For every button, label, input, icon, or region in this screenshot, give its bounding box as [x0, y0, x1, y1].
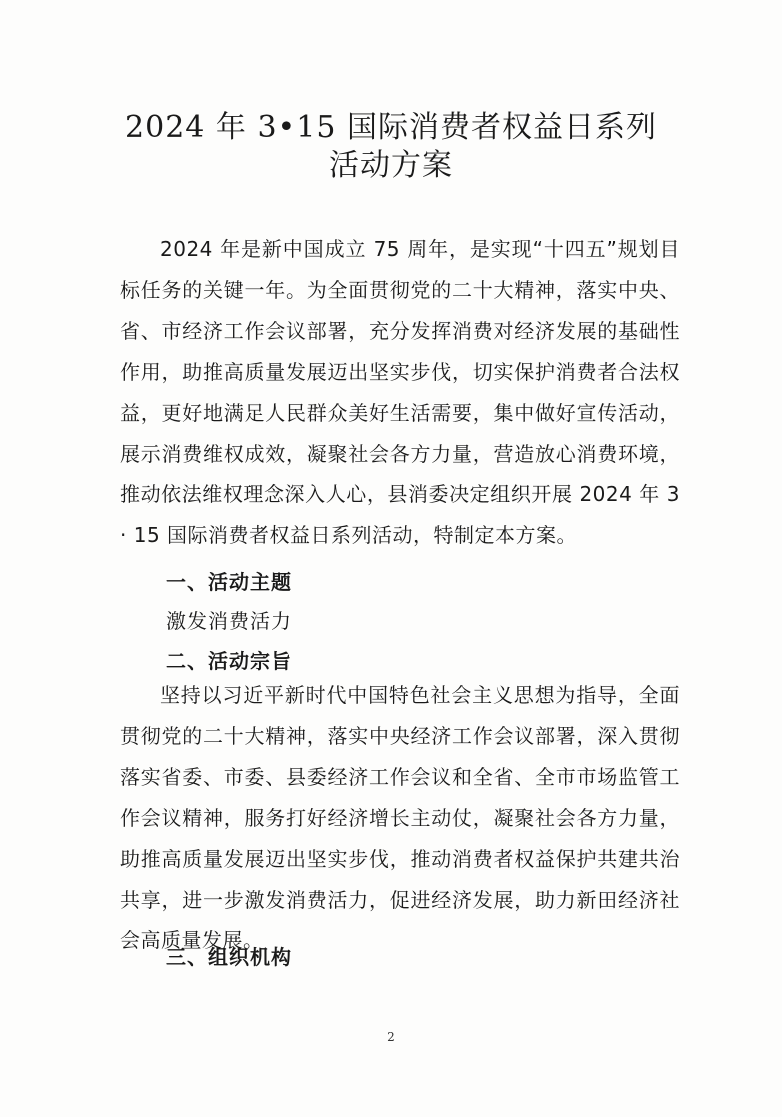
document-title-line2: 活动方案 [329, 148, 453, 183]
page-number: 2 [387, 1030, 395, 1044]
section-heading-organization: 三、组织机构 [166, 945, 292, 969]
theme-text: 激发消费活力 [166, 609, 292, 633]
intro-paragraph: 2024 年是新中国成立 75 周年，是实现“十四五”规划目标任务的关键一年。为全面贯彻党的二十大精神，落实中央、省、市经济工作会议部署，充分发挥消费对经济发展的基础性作用，助推高质量发展迈出坚实步伐，切实保护消费者合法权益，更好地满足人民群众美好生活需要，集中做好宣传活动，展示消费维权成效，凝聚社会各方力量，营造放心消费环境，推动依法维权理念深入人心，县消委决定组织开展 2024 年 3 · 15 国际消费者权益日系列活动，特制定本方案。 [120, 237, 680, 548]
section-heading-theme: 一、活动主题 [166, 570, 292, 594]
purpose-paragraph: 坚持以习近平新时代中国特色社会主义思想为指导，全面贯彻党的二十大精神，落实中央经济工作会议部署，深入贯彻落实省委、市委、县委经济工作会议和全省、全市市场监管工作会议精神，服务打好经济增长主动仗，凝聚社会各方力量，助推高质量发展迈出坚实步伐，推动消费者权益保护共建共治共享，进一步激发消费活力，促进经济发展，助力新田经济社会高质量发展。 [120, 683, 680, 953]
document-title-line1: 2024 年 3•15 国际消费者权益日系列 [125, 110, 657, 145]
section-heading-purpose: 二、活动宗旨 [166, 649, 292, 673]
